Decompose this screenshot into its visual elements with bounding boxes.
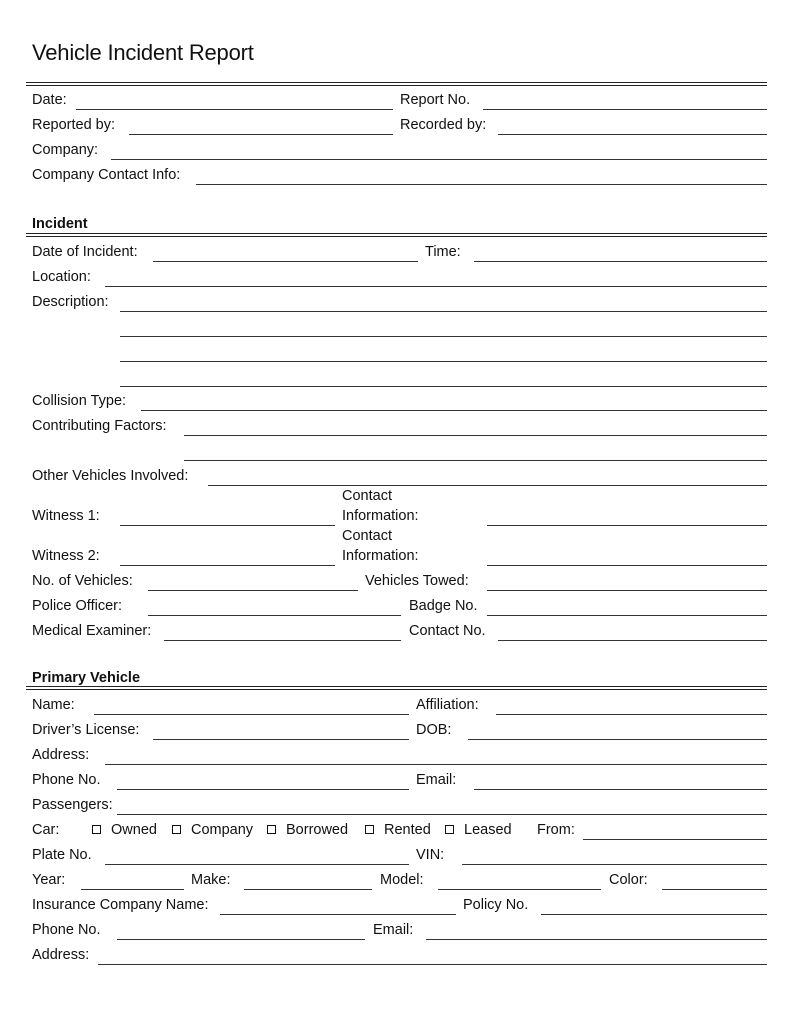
option-company-label: Company [191, 822, 254, 838]
option-rented-label: Rented [384, 822, 431, 838]
witness2-contact-field[interactable] [487, 565, 767, 566]
num-vehicles-field[interactable] [148, 590, 358, 591]
checkbox-leased[interactable] [445, 825, 454, 834]
contact-no-field[interactable] [498, 640, 767, 641]
primary-vehicle-heading: Primary Vehicle [32, 670, 141, 686]
name-label: Name: [32, 697, 75, 713]
year-field[interactable] [81, 889, 184, 890]
medical-examiner-label: Medical Examiner: [32, 623, 152, 639]
insurance-phone-label: Phone No. [32, 922, 101, 938]
description-line[interactable] [120, 311, 767, 312]
reported-by-label: Reported by: [32, 117, 116, 133]
from-label: From: [537, 822, 575, 838]
witness1-information-label: Information: [342, 508, 419, 524]
insurance-address-label: Address: [32, 947, 90, 963]
recorded-by-field[interactable] [498, 134, 767, 135]
company-contact-field[interactable] [196, 184, 767, 185]
contributing-factors-label: Contributing Factors: [32, 418, 167, 434]
time-field[interactable] [474, 261, 767, 262]
other-vehicles-label: Other Vehicles Involved: [32, 468, 189, 484]
location-field[interactable] [105, 286, 767, 287]
insurance-email-field[interactable] [426, 939, 767, 940]
description-label: Description: [32, 294, 109, 310]
checkbox-borrowed[interactable] [267, 825, 276, 834]
date-of-incident-field[interactable] [153, 261, 418, 262]
witness2-field[interactable] [120, 565, 335, 566]
model-field[interactable] [438, 889, 601, 890]
company-field[interactable] [111, 159, 767, 160]
recorded-by-label: Recorded by: [400, 117, 487, 133]
affiliation-label: Affiliation: [416, 697, 479, 713]
insurance-label: Insurance Company Name: [32, 897, 209, 913]
incident-divider [26, 233, 767, 237]
email-field[interactable] [474, 789, 767, 790]
policy-label: Policy No. [463, 897, 529, 913]
insurance-address-field[interactable] [98, 964, 767, 965]
car-label: Car: [32, 822, 60, 838]
affiliation-field[interactable] [496, 714, 767, 715]
insurance-email-label: Email: [373, 922, 414, 938]
dob-label: DOB: [416, 722, 452, 738]
make-field[interactable] [244, 889, 372, 890]
option-leased-label: Leased [464, 822, 512, 838]
vehicles-towed-label: Vehicles Towed: [365, 573, 469, 589]
witness1-contact-field[interactable] [487, 525, 767, 526]
passengers-field[interactable] [117, 814, 767, 815]
description-line[interactable] [120, 361, 767, 362]
color-label: Color: [609, 872, 648, 888]
insurance-phone-field[interactable] [117, 939, 365, 940]
make-label: Make: [191, 872, 231, 888]
num-vehicles-label: No. of Vehicles: [32, 573, 133, 589]
checkbox-rented[interactable] [365, 825, 374, 834]
email-label: Email: [416, 772, 457, 788]
police-officer-field[interactable] [148, 615, 401, 616]
dob-field[interactable] [468, 739, 767, 740]
report-no-field[interactable] [483, 109, 767, 110]
reported-by-field[interactable] [129, 134, 393, 135]
address-label: Address: [32, 747, 90, 763]
contributing-factors-field[interactable] [184, 435, 767, 436]
date-of-incident-label: Date of Incident: [32, 244, 138, 260]
witness1-field[interactable] [120, 525, 335, 526]
witness1-label: Witness 1: [32, 508, 100, 524]
description-line[interactable] [120, 386, 767, 387]
primary-vehicle-divider [26, 686, 767, 690]
description-line[interactable] [120, 336, 767, 337]
vehicles-towed-field[interactable] [487, 590, 767, 591]
vin-label: VIN: [416, 847, 445, 863]
contributing-factors-field[interactable] [184, 460, 767, 461]
witness1-contact-label: Contact [342, 488, 392, 504]
drivers-license-field[interactable] [153, 739, 409, 740]
company-label: Company: [32, 142, 99, 158]
badge-no-label: Badge No. [409, 598, 478, 614]
option-owned-label: Owned [111, 822, 157, 838]
incident-heading: Incident [32, 216, 88, 232]
vin-field[interactable] [462, 864, 767, 865]
checkbox-company[interactable] [172, 825, 181, 834]
collision-type-field[interactable] [141, 410, 767, 411]
witness2-information-label: Information: [342, 548, 419, 564]
from-field[interactable] [583, 839, 767, 840]
policy-field[interactable] [541, 914, 767, 915]
collision-type-label: Collision Type: [32, 393, 127, 409]
badge-no-field[interactable] [487, 615, 767, 616]
option-borrowed-label: Borrowed [286, 822, 349, 838]
passengers-label: Passengers: [32, 797, 113, 813]
title-divider [26, 82, 767, 86]
year-label: Year: [32, 872, 66, 888]
insurance-field[interactable] [220, 914, 456, 915]
contact-no-label: Contact No. [409, 623, 486, 639]
time-label: Time: [425, 244, 461, 260]
color-field[interactable] [662, 889, 767, 890]
medical-examiner-field[interactable] [164, 640, 401, 641]
name-field[interactable] [94, 714, 409, 715]
company-contact-label: Company Contact Info: [32, 167, 181, 183]
date-label: Date: [32, 92, 67, 108]
model-label: Model: [380, 872, 424, 888]
plate-field[interactable] [105, 864, 409, 865]
address-field[interactable] [105, 764, 767, 765]
police-officer-label: Police Officer: [32, 598, 122, 614]
witness2-contact-label: Contact [342, 528, 392, 544]
plate-label: Plate No. [32, 847, 92, 863]
other-vehicles-field[interactable] [208, 485, 767, 486]
date-field[interactable] [76, 109, 393, 110]
checkbox-owned[interactable] [92, 825, 101, 834]
page-title: Vehicle Incident Report [32, 40, 254, 65]
witness2-label: Witness 2: [32, 548, 100, 564]
report-no-label: Report No. [400, 92, 471, 108]
drivers-license-label: Driver’s License: [32, 722, 140, 738]
phone-label: Phone No. [32, 772, 101, 788]
location-label: Location: [32, 269, 91, 285]
phone-field[interactable] [117, 789, 409, 790]
